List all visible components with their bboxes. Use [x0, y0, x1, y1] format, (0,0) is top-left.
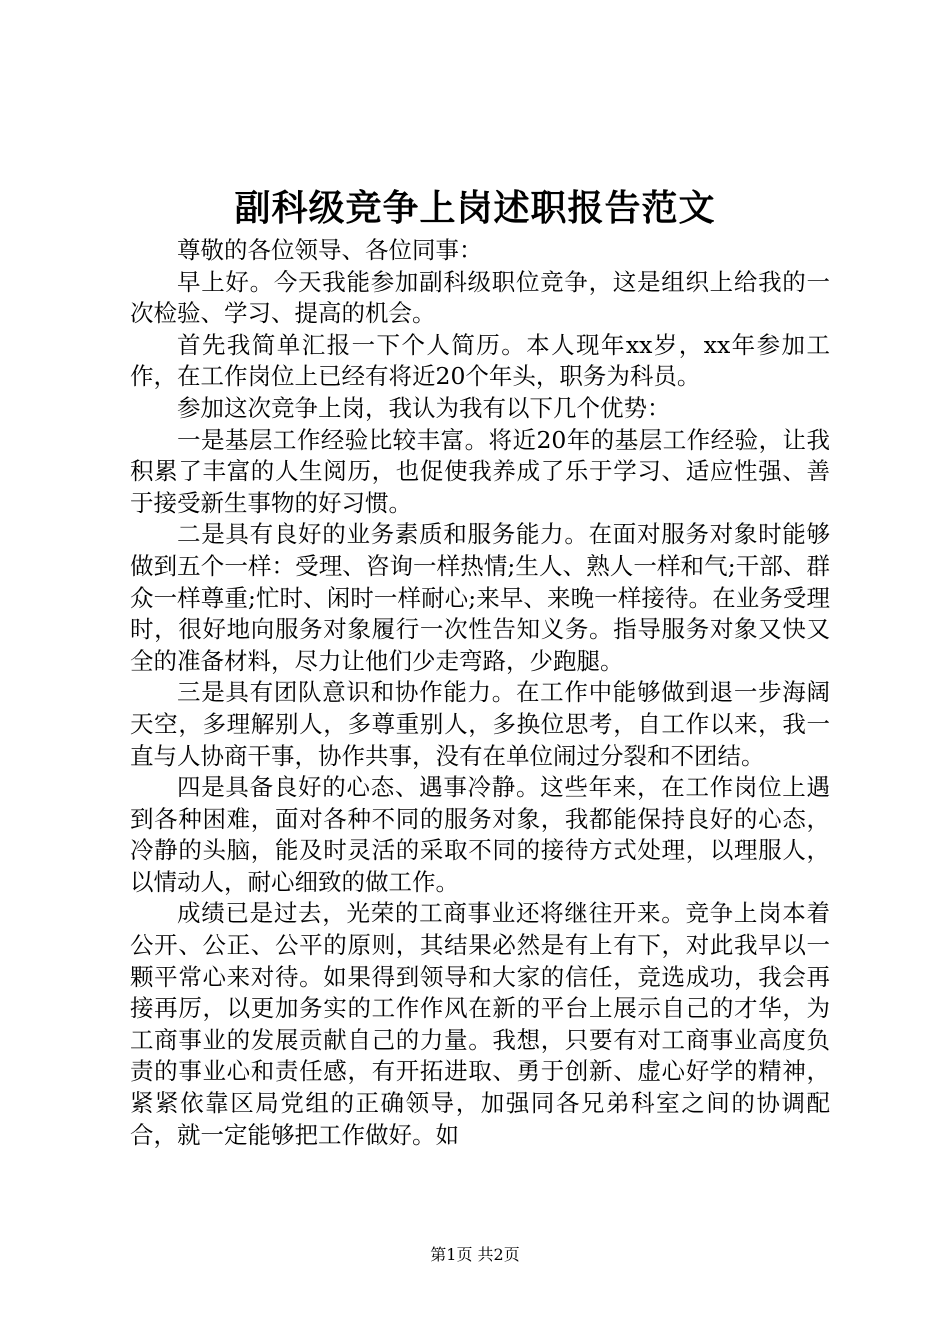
- paragraph-salutation: 尊敬的各位领导、各位同事：: [177, 236, 483, 264]
- paragraph-advantage-2: 二是具有良好的业务素质和服务能力。在面对服务对象时能够做到五个一样：受理、咨询一样热情;生人、熟人一样和气;干部、群众一样尊重;忙时、闲时一样耐心;来早、来晚一样接待。在业务受理时，很好地向服务对象履行一次性告知义务。指导服务对象又快又全的准备材料，尽力让他们少走弯路，少跑腿。: [130, 520, 830, 675]
- document-title: 副科级竞争上岗述职报告范文: [234, 187, 716, 229]
- document-body: [130, 235, 830, 1151]
- paragraph-advantage-1: 一是基层工作经验比较丰富。将近20年的基层工作经验，让我积累了丰富的人生阅历，也促使我养成了乐于学习、适应性强、善于接受新生事物的好习惯。: [130, 425, 830, 517]
- paragraph-resume: 首先我简单汇报一下个人简历。本人现年xx岁，xx年参加工作，在工作岗位上已经有将近20个年头，职务为科员。: [130, 330, 830, 391]
- paragraph-conclusion: 成绩已是过去，光荣的工商事业还将继往开来。竞争上岗本着公开、公正、公平的原则，其结果必然是有上有下，对此我早以一颗平常心来对待。如果得到领导和大家的信任，竞选成功，我会再接再厉，以更加务实的工作作风在新的平台上展示自己的才华，为工商事业的发展贡献自己的力量。我想，只要有对工商事业高度负责的事业心和责任感，有开拓进取、勇于创新、虚心好学的精神，紧紧依靠区局党组的正确领导，加强同各兄弟科室之间的协调配合，就一定能够把工作做好。如: [130, 899, 830, 1149]
- page-footer: 第1页 共2页: [430, 1245, 520, 1264]
- paragraph-greeting: 早上好。今天我能参加副科级职位竞争，这是组织上给我的一次检验、学习、提高的机会。: [130, 267, 830, 328]
- paragraph-advantage-3: 三是具有团队意识和协作能力。在工作中能够做到退一步海阔天空，多理解别人，多尊重别人，多换位思考，自工作以来，我一直与人协商干事，协作共事，没有在单位闹过分裂和不团结。: [130, 678, 830, 770]
- paragraph-advantages-intro: 参加这次竞争上岗，我认为我有以下几个优势：: [177, 393, 671, 422]
- paragraph-advantage-4: 四是具备良好的心态、遇事冷静。这些年来，在工作岗位上遇到各种困难，面对各种不同的服务对象，我都能保持良好的心态，冷静的头脑，能及时灵活的采取不同的接待方式处理，以理服人，以情动人，耐心细致的做工作。: [130, 773, 830, 896]
